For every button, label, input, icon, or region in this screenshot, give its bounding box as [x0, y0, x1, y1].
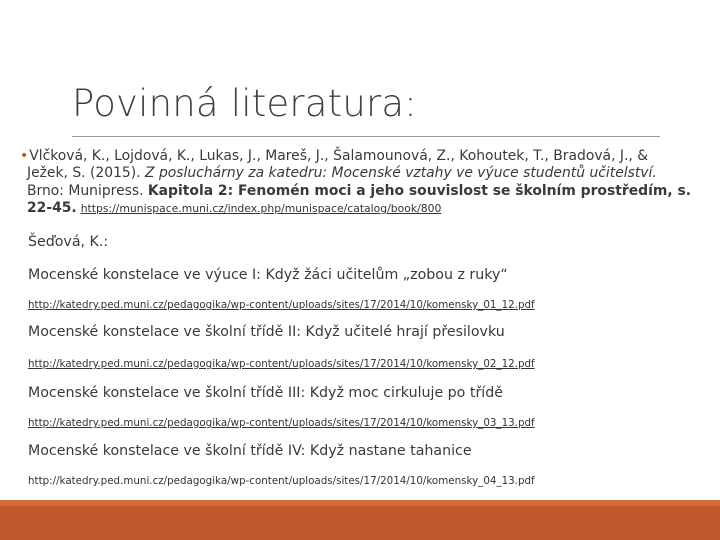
citation-line-3 — [20, 183, 710, 200]
item-link-1[interactable]: http://katedry.ped.muni.cz/pedagogika/wp-content/uploads/sites/17/2014/10/komensky_01_12.pdf — [28, 299, 535, 311]
bullet-marker: • — [20, 148, 29, 164]
citation-pages: 22-45. — [27, 200, 77, 217]
footer-accent-bar — [0, 500, 720, 540]
citation-publisher: Brno: Munipress. — [27, 182, 148, 199]
citation-chapter: Kapitola 2: Fenomén moci a jeho souvislost se školním prostředím, s. — [147, 182, 691, 199]
title-divider — [72, 136, 660, 137]
citation-book-title: Z posluchárny za katedru: Mocenské vztahy ve výuce studentů učitelství. — [145, 165, 657, 182]
citation-authors: Vlčková, K., Lojdová, K., Lukas, J., Mareš, J., Šalamounová, Z., Kohoutek, T., Bradová, J., & — [29, 148, 649, 164]
citation-paragraph — [20, 148, 710, 218]
citation-line-1 — [20, 148, 710, 165]
slide-title: Povinná literatura: — [72, 82, 417, 125]
item-link-2[interactable]: http://katedry.ped.muni.cz/pedagogika/wp-content/uploads/sites/17/2014/10/komensky_02_12.pdf — [28, 358, 535, 370]
citation-year: Ježek, S. (2015). — [27, 165, 146, 182]
citation-link[interactable]: https://munispace.muni.cz/index.php/munispace/catalog/book/800 — [80, 202, 442, 216]
item-title-3: Mocenské konstelace ve školní třídě III: Když moc cirkuluje po třídě — [28, 385, 503, 401]
citation-line-2 — [20, 165, 710, 182]
item-link-3[interactable]: http://katedry.ped.muni.cz/pedagogika/wp-content/uploads/sites/17/2014/10/komensky_03_13.pdf — [28, 417, 535, 429]
author-heading: Šeďová, K.: — [28, 234, 109, 250]
item-link-4[interactable]: http://katedry.ped.muni.cz/pedagogika/wp-content/uploads/sites/17/2014/10/komensky_04_13.pdf — [28, 475, 535, 487]
footer-accent-edge — [0, 500, 720, 506]
item-title-4: Mocenské konstelace ve školní třídě IV: Když nastane tahanice — [28, 443, 472, 459]
citation-line-4 — [20, 200, 710, 217]
item-title-1: Mocenské konstelace ve výuce I: Když žáci učitelům „zobou z ruky“ — [28, 267, 508, 283]
item-title-2: Mocenské konstelace ve školní třídě II: Když učitelé hrají přesilovku — [28, 324, 505, 340]
